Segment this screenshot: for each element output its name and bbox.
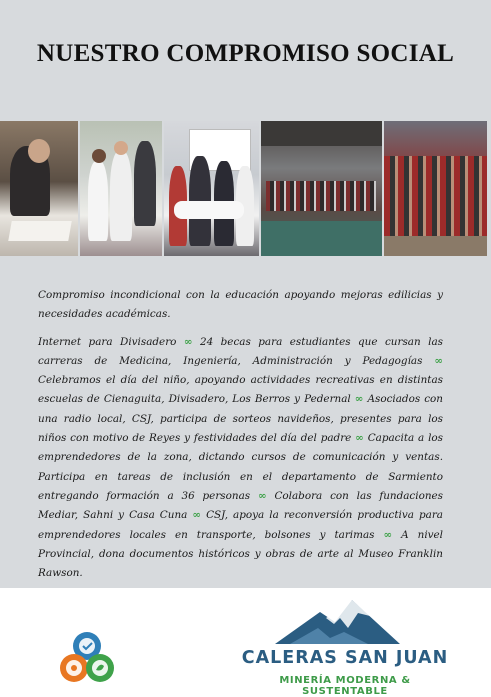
- item-text: Internet para Divisadero: [38, 335, 177, 348]
- infinity-separator: ∞: [257, 489, 267, 502]
- iso-certification-logo: [57, 628, 117, 688]
- infinity-separator: ∞: [192, 509, 202, 522]
- item-text: Colabora con las fundaciones Mediar, Sahni y Casa Cuna: [38, 489, 444, 522]
- item-text: CSJ, apoya la reconversión productiva para emprendedores locales en transporte, bolsones y tarimas: [38, 509, 443, 541]
- body-text: [38, 286, 443, 591]
- photo-strip: [0, 121, 491, 256]
- infinity-separator: ∞: [354, 393, 364, 406]
- photo-watermark: [444, 239, 484, 251]
- infinity-separator: ∞: [434, 354, 443, 367]
- mountain-logo-icon: [240, 598, 450, 648]
- item-text: Celebramos el día del niño, apoyando actividades recreativas en distintas escuelas de Cienaguita, Divisadero, Los Berros y Pedernal: [38, 374, 443, 406]
- infinity-separator: ∞: [383, 528, 393, 541]
- donation-event-photo: [164, 121, 259, 256]
- signing-document-photo: [0, 121, 78, 256]
- auditorium-audience-photo: [384, 121, 487, 256]
- intro-paragraph: Compromiso incondicional con la educación apoyando mejoras edilicias y necesidades académicas.: [38, 289, 443, 321]
- item-text: A nivel Provincial, dona documentos históricos y obras de arte al Museo Franklin Rawson.: [38, 528, 443, 580]
- item-text: Capacita a los emprendedores de la zona, dictando cursos de comunicación y ventas. Participa en tareas de inclusión en el departamento de Sarmiento entregando formación a 36 personas: [38, 432, 443, 502]
- caleras-san-juan-logo: [240, 598, 450, 697]
- initiatives-paragraph: [38, 333, 443, 584]
- infinity-separator: ∞: [355, 432, 364, 445]
- item-text: 24 becas para estudiantes que cursan las carreras de Medicina, Ingeniería, Administración y Pedagogías: [38, 335, 443, 367]
- children-group-photo: [80, 121, 162, 256]
- brand-name: CALERAS SAN JUAN: [241, 648, 449, 668]
- page-title: NUESTRO COMPROMISO SOCIAL: [36, 40, 455, 67]
- infinity-separator: ∞: [183, 335, 193, 348]
- gymnasium-children-photo: [261, 121, 382, 256]
- brand-tagline: MINERÍA MODERNA & SUSTENTABLE: [279, 675, 411, 697]
- item-text: Asociados con una radio local, CSJ, participa de sorteos navideños, presentes para los niños con motivo de Reyes y festividades del día del padre: [38, 393, 443, 445]
